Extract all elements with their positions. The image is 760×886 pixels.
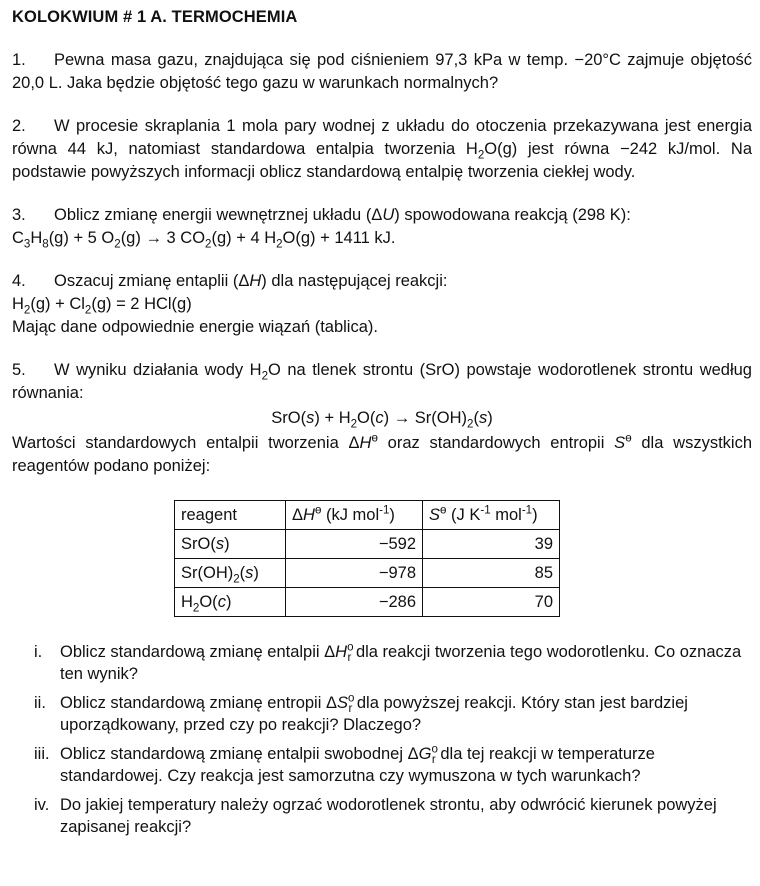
text: Oblicz standardową zmianę entropii Δ	[60, 694, 337, 712]
variable: S	[337, 694, 349, 712]
document-page	[12, 6, 752, 845]
question-1	[12, 49, 752, 95]
spacer	[12, 339, 752, 359]
question-number: 2.	[12, 117, 26, 135]
question-number: 5.	[12, 361, 26, 379]
text: dla wszystkich reagentów podano poniżej:	[12, 434, 753, 475]
reagent-cell	[175, 559, 286, 588]
text: H	[181, 592, 193, 611]
question-4	[12, 270, 752, 293]
question-text: ) dla następującej reakcji:	[261, 272, 448, 290]
subquestion-number: ii.	[34, 694, 46, 712]
question-text: Oszacuj zmianę entaplii (Δ	[54, 272, 250, 290]
eq-part: + 1411 kJ.	[315, 229, 396, 247]
subquestion-i	[12, 641, 752, 685]
subscript: 2	[350, 418, 358, 431]
table-row	[175, 559, 560, 588]
reaction-equation	[12, 293, 752, 316]
reaction-equation	[12, 407, 752, 430]
superscript: o	[347, 641, 354, 654]
question-5	[12, 359, 752, 405]
table-header-row	[175, 501, 560, 530]
text: Wartości standardowych entalpii tworzenia Δ	[12, 434, 360, 452]
subquestion-number: iii.	[34, 745, 50, 763]
header-enthalpy	[286, 501, 423, 530]
question-text: Oblicz zmianę energii wewnętrznej układu (Δ	[54, 206, 383, 224]
text: Do jakiej temperatury należy ogrzać wodorotlenek strontu, aby odwrócić kierunek powyżej zapisanej reakcji?	[60, 796, 717, 836]
text: mol	[490, 505, 522, 524]
question-number: 3.	[12, 206, 26, 224]
subscript: 2	[261, 370, 268, 383]
eq-part: (g)	[211, 229, 232, 247]
question-text: ) spowodowana reakcją (298 K):	[394, 206, 631, 224]
subquestion-ii	[12, 692, 752, 736]
subscript: 2	[233, 572, 240, 585]
question-text: Pewna masa gazu, znajdująca się pod ciśnieniem 97,3 kPa w temp. −20°C zajmuje objętość 20,0 L. Jaka będzie objętość tego gazu w warunkach normalnych?	[12, 51, 752, 92]
text: O(	[199, 592, 218, 611]
variable: s	[478, 409, 488, 427]
variable: H	[335, 643, 348, 661]
eq-part: (g)	[120, 229, 141, 247]
eq-part: ) → Sr(OH)	[383, 409, 468, 427]
subquestion-list	[12, 641, 752, 838]
eq-part: H	[30, 229, 43, 247]
text: )	[532, 505, 538, 524]
subscript: 2	[477, 149, 485, 162]
question-text: W procesie skraplania 1 mola pary wodnej z układu do otoczenia przekazywana jest energia równa 44 kJ, natomiast standardowa entalpia tworzenia H	[12, 117, 752, 158]
text: (	[239, 563, 246, 582]
variable: s	[215, 534, 225, 553]
text: )	[253, 563, 259, 582]
subscript: 2	[23, 304, 31, 317]
text: dla reakcji tworzenia tego wodorotlenku. Co oznacza ten wynik?	[60, 643, 742, 683]
variable: G	[418, 745, 432, 763]
reagent-cell	[175, 530, 286, 559]
superscript: ө	[314, 504, 322, 516]
table-row	[175, 588, 560, 617]
subquestion-iii	[12, 743, 752, 787]
spacer	[12, 250, 752, 270]
header-reagent: reagent	[175, 501, 286, 530]
question-3	[12, 204, 752, 227]
text: SrO(	[181, 534, 216, 553]
eq-part: + 4 H	[231, 229, 277, 247]
subscript: 2	[84, 304, 92, 317]
text: (kJ mol	[321, 505, 380, 524]
eq-part: (g)	[30, 295, 51, 313]
spacer	[12, 29, 752, 49]
variable: c	[217, 592, 226, 611]
subscript: 8	[42, 238, 49, 251]
subscript: 2	[114, 238, 121, 251]
eq-part: (	[473, 409, 479, 427]
text: dla tej reakcji w temperaturze standardowej. Czy reakcja jest samorzutna czy wymuszona w tych warunkach?	[60, 745, 655, 785]
eq-part: )	[487, 409, 493, 427]
eq-part: O(g)	[282, 229, 316, 247]
text: oraz standardowych entropii	[377, 434, 615, 452]
spacer	[12, 95, 752, 115]
eq-part: ) + H	[314, 409, 351, 427]
text: )	[225, 592, 232, 611]
reagent-cell	[175, 588, 286, 617]
question-text: O(g) jest równa −242 kJ/mol. Na podstawie powyższych informacji oblicz standardową entalpię tworzenia ciekłej wody.	[12, 140, 752, 181]
subscript: 2	[467, 418, 474, 431]
entropy-cell: 70	[423, 588, 560, 617]
subscript: r	[431, 754, 436, 767]
table-intro	[12, 432, 752, 478]
variable: s	[306, 409, 315, 427]
text: Sr(OH)	[181, 563, 234, 582]
text: dla powyższej reakcji. Który stan jest bardziej uporządkowany, przed czy po reakcji? Dlaczego?	[60, 694, 688, 734]
enthalpy-cell: −592	[286, 530, 423, 559]
eq-part: C	[12, 229, 24, 247]
subscript: 2	[276, 238, 283, 251]
reaction-equation	[12, 227, 752, 250]
spacer	[12, 184, 752, 204]
subscript: r	[348, 703, 353, 716]
entropy-cell: 85	[423, 559, 560, 588]
eq-part: H	[12, 295, 24, 313]
variable: H	[359, 434, 372, 452]
variable: S	[429, 505, 441, 524]
text: (J K	[446, 505, 481, 524]
variable: H	[303, 505, 315, 524]
superscript: -1	[480, 504, 491, 516]
question-note: Mając dane odpowiednie energie wiązań (tablica).	[12, 318, 378, 336]
superscript: -1	[379, 504, 390, 516]
table-row	[175, 530, 560, 559]
text: Oblicz standardową zmianę entalpii Δ	[60, 643, 336, 661]
eq-part: + Cl	[50, 295, 85, 313]
subquestion-number: i.	[34, 643, 43, 661]
superscript: -1	[521, 504, 533, 516]
variable: H	[249, 272, 262, 290]
header-entropy	[423, 501, 560, 530]
question-text: W wyniku działania wody H	[54, 361, 262, 379]
subquestion-iv	[12, 794, 752, 838]
entropy-cell: 39	[423, 530, 560, 559]
question-number: 1.	[12, 51, 26, 69]
variable: s	[245, 563, 254, 582]
subscript: 2	[205, 238, 212, 251]
subscript: 2	[192, 601, 200, 614]
text: Δ	[292, 505, 304, 524]
eq-part: + 5 O	[68, 229, 115, 247]
eq-part: → 3 CO	[140, 229, 206, 247]
enthalpy-cell: −978	[286, 559, 423, 588]
question-number: 4.	[12, 272, 26, 290]
variable: S	[614, 434, 626, 452]
text: Oblicz standardową zmianę entalpii swobodnej Δ	[60, 745, 419, 763]
subscript: r	[347, 652, 352, 665]
superscript: o	[348, 692, 355, 705]
eq-part: (g)	[91, 295, 112, 313]
eq-part: (g)	[48, 229, 69, 247]
subscript: 3	[23, 238, 31, 251]
variable: U	[382, 206, 395, 224]
enthalpy-cell: −286	[286, 588, 423, 617]
superscript: ө	[625, 432, 632, 445]
page-title: KOLOKWIUM # 1 A. TERMOCHEMIA	[12, 8, 298, 26]
question-text: O na tlenek strontu (SrO) powstaje wodorotlenek strontu według równania:	[12, 361, 752, 402]
subquestion-number: iv.	[34, 796, 50, 814]
question-2	[12, 115, 752, 184]
superscript: ө	[440, 504, 447, 516]
reagents-table	[174, 500, 560, 617]
text: )	[224, 534, 230, 553]
variable: c	[375, 409, 384, 427]
superscript: o	[431, 743, 438, 756]
text: )	[389, 505, 395, 524]
eq-part: SrO(	[271, 409, 307, 427]
eq-part: = 2 HCl(g)	[111, 295, 192, 313]
eq-part: O(	[357, 409, 376, 427]
superscript: ө	[371, 432, 378, 445]
